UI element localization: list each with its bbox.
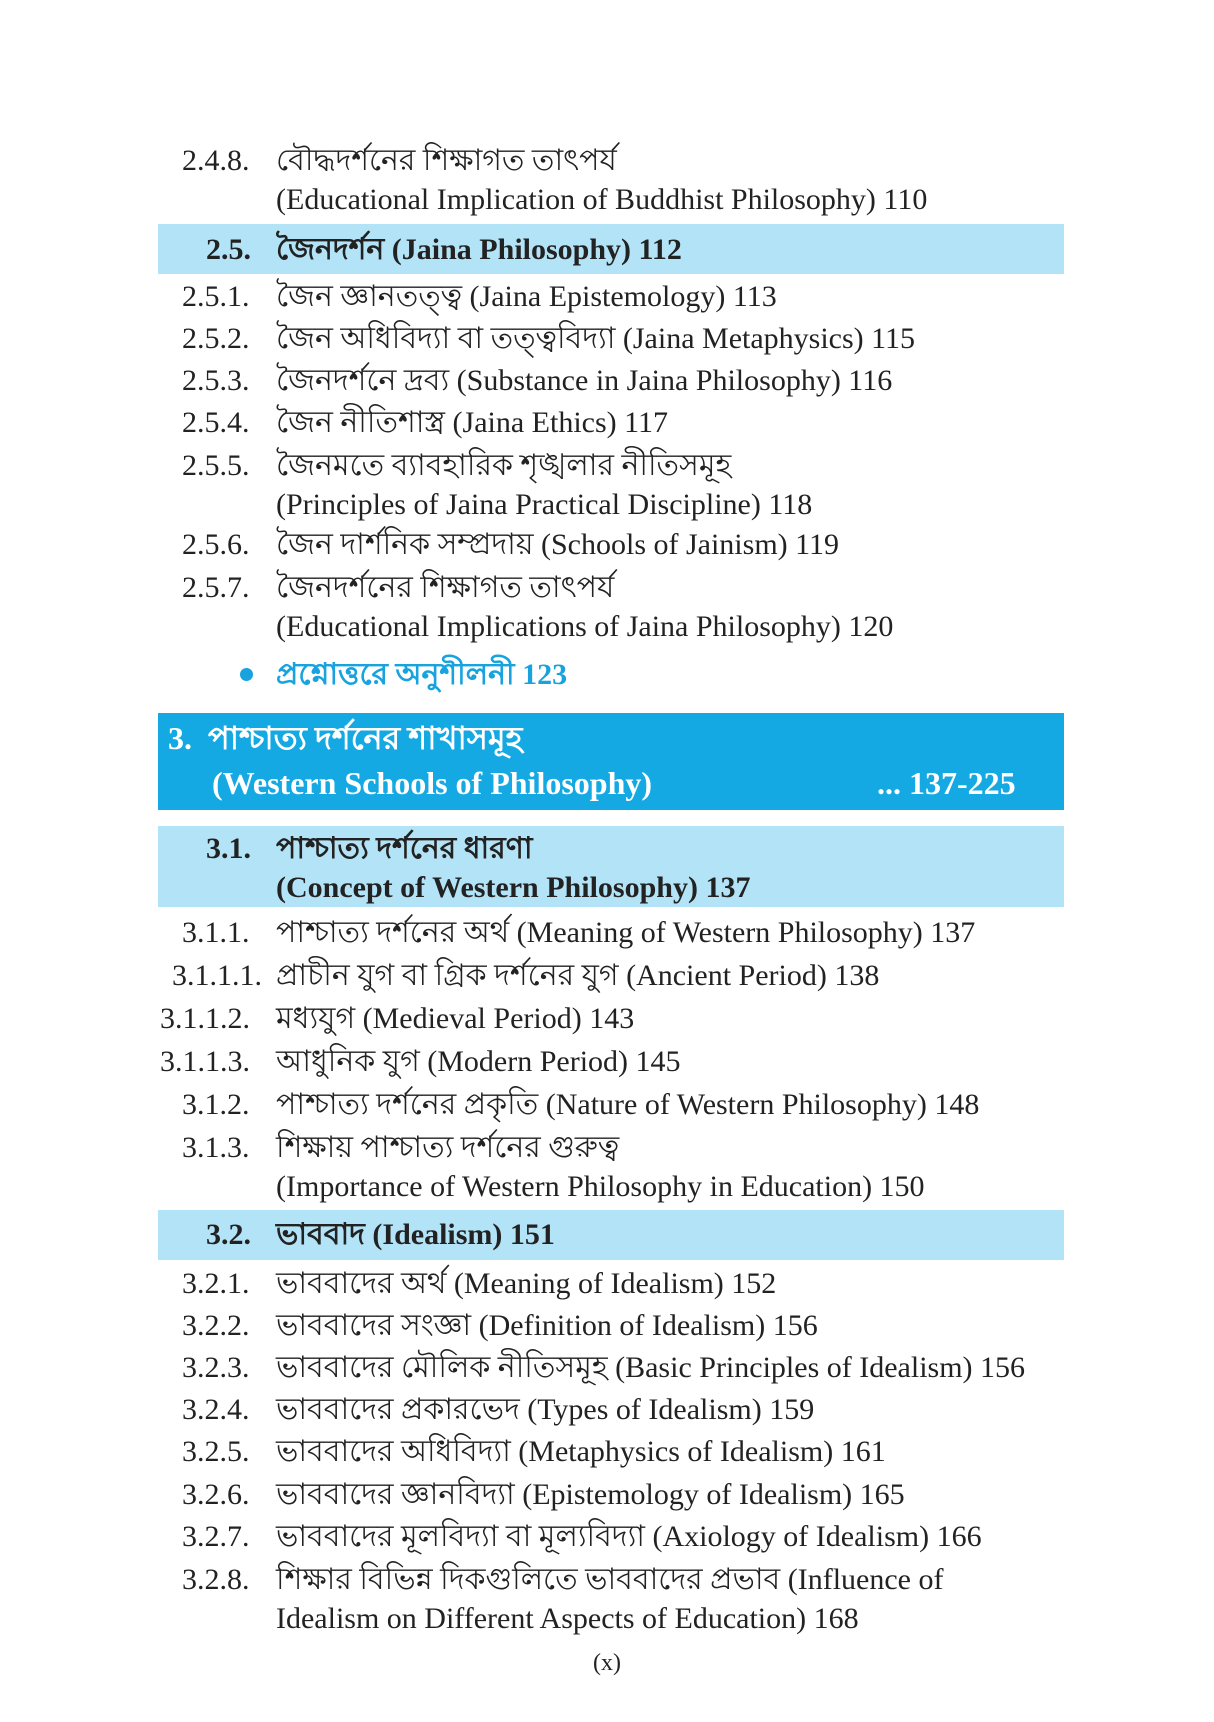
entry-title: জৈন জ্ঞানতত্ত্ব (Jaina Epistemology) 113 [276, 280, 777, 313]
toc-entry [158, 141, 1058, 216]
entry-number: 2.5.2. [182, 322, 250, 355]
entry-number: 3.2.5. [182, 1435, 250, 1468]
chapter-band [158, 713, 1064, 810]
entry-number: 2.4.8. [182, 144, 250, 177]
entry-number: 3.2.6. [182, 1478, 250, 1511]
entry-title: ভাববাদের সংজ্ঞা (Definition of Idealism) 156 [276, 1309, 818, 1342]
entry-number: 3.2.3. [182, 1351, 250, 1384]
toc-entry [158, 913, 1058, 953]
toc-entry [158, 1085, 1058, 1125]
entry-title: জৈন নীতিশাস্ত্র (Jaina Ethics) 117 [276, 406, 669, 439]
entry-title-english: (Principles of Jaina Practical Discipline) 118 [276, 488, 813, 521]
entry-title: জৈন অধিবিদ্যা বা তত্ত্ববিদ্যা (Jaina Metaphysics) 115 [276, 322, 916, 355]
toc-entry [158, 1560, 1058, 1635]
entry-title-english: Idealism on Different Aspects of Education) 168 [276, 1602, 859, 1635]
toc-entry [158, 1264, 1058, 1304]
section-heading [158, 1215, 1058, 1255]
toc-entry [158, 1128, 1058, 1203]
toc-entry [158, 277, 1058, 317]
entry-number: 2.5. [206, 233, 251, 266]
entry-title: পাশ্চাত্য দর্শনের প্রকৃতি (Nature of Western Philosophy) 148 [276, 1088, 980, 1121]
toc-entry [158, 525, 1058, 565]
entry-title: পাশ্চাত্য দর্শনের অর্থ (Meaning of Western Philosophy) 137 [276, 916, 976, 949]
entry-title: ভাববাদের অর্থ (Meaning of Idealism) 152 [276, 1267, 777, 1300]
entry-title-english: (Concept of Western Philosophy) 137 [276, 871, 751, 904]
entry-number: 3.2. [206, 1218, 251, 1251]
entry-title: মধ্যযুগ (Medieval Period) 143 [276, 1002, 635, 1035]
toc-entry [158, 446, 1058, 521]
entry-title: জৈনদর্শনে দ্রব্য (Substance in Jaina Philosophy) 116 [276, 364, 893, 397]
toc-entry [158, 999, 1058, 1039]
entry-number: 3.2.4. [182, 1393, 250, 1426]
toc-entry [158, 568, 1058, 643]
chapter-title-english: (Western Schools of Philosophy) [212, 765, 653, 801]
toc-entry [158, 956, 1058, 996]
entry-number: 3.1.1.2. [160, 1002, 250, 1035]
entry-title: ভাববাদের মূলবিদ্যা বা মূল্যবিদ্যা (Axiology of Idealism) 166 [276, 1520, 982, 1553]
entry-title: জৈনমতে ব্যাবহারিক শৃঙ্খলার নীতিসমূহ [276, 449, 732, 482]
toc-entry [158, 361, 1058, 401]
entry-number: 3.1.2. [182, 1088, 250, 1121]
entry-number: 3.1. [206, 832, 251, 865]
entry-number: 3.1.3. [182, 1131, 250, 1164]
entry-title-english: (Educational Implications of Jaina Philosophy) 120 [276, 610, 894, 643]
entry-title: ভাববাদের মৌলিক নীতিসমূহ (Basic Principles of Idealism) 156 [276, 1351, 1026, 1384]
entry-title: জৈনদর্শন (Jaina Philosophy) 112 [276, 233, 682, 266]
exercise-entry [158, 655, 1058, 695]
entry-number: 3.2.2. [182, 1309, 250, 1342]
entry-number: 2.5.3. [182, 364, 250, 397]
page-number: (x) [593, 1650, 621, 1676]
toc-entry [158, 1475, 1058, 1515]
entry-number: 2.5.1. [182, 280, 250, 313]
entry-title: জৈন দার্শনিক সম্প্রদায় (Schools of Jainism) 119 [276, 528, 840, 561]
chapter-title: পাশ্চাত্য দর্শনের শাখাসমূহ [208, 720, 523, 756]
bullet-icon [240, 668, 253, 681]
toc-entry [158, 1306, 1058, 1346]
entry-title: বৌদ্ধদর্শনের শিক্ষাগত তাৎপর্য [276, 144, 617, 177]
toc-entry [158, 403, 1058, 443]
entry-title: শিক্ষায় পাশ্চাত্য দর্শনের গুরুত্ব [276, 1131, 620, 1164]
entry-number: 3.1.1.1. [172, 959, 262, 992]
entry-title: পাশ্চাত্য দর্শনের ধারণা [276, 832, 533, 865]
entry-title: ভাববাদের প্রকারভেদ (Types of Idealism) 159 [276, 1393, 815, 1426]
toc-entry [158, 1432, 1058, 1472]
toc-entry [158, 319, 1058, 359]
chapter-number: 3. [168, 720, 192, 756]
entry-number: 3.2.8. [182, 1563, 250, 1596]
entry-number: 3.1.1.3. [160, 1045, 250, 1078]
toc-entry [158, 1517, 1058, 1557]
section-heading [158, 230, 1058, 270]
entry-title: ভাববাদের জ্ঞানবিদ্যা (Epistemology of Idealism) 165 [276, 1478, 905, 1511]
entry-title: শিক্ষার বিভিন্ন দিকগুলিতে ভাববাদের প্রভাব (Influence of [276, 1563, 944, 1596]
entry-title-english: (Importance of Western Philosophy in Education) 150 [276, 1170, 925, 1203]
entry-title: প্রাচীন যুগ বা গ্রিক দর্শনের যুগ (Ancient Period) 138 [276, 959, 880, 992]
entry-number: 2.5.7. [182, 571, 250, 604]
toc-entry [158, 1390, 1058, 1430]
entry-title-english: (Educational Implication of Buddhist Philosophy) 110 [276, 183, 928, 216]
entry-number: 3.2.7. [182, 1520, 250, 1553]
entry-number: 2.5.5. [182, 449, 250, 482]
section-heading [158, 829, 1058, 904]
entry-title: ভাববাদ (Idealism) 151 [276, 1218, 555, 1251]
entry-title: প্রশ্নোত্তরে অনুশীলনী 123 [276, 658, 568, 691]
entry-number: 2.5.6. [182, 528, 250, 561]
entry-title: আধুনিক যুগ (Modern Period) 145 [276, 1045, 681, 1078]
chapter-pages: ... 137-225 [877, 765, 1016, 801]
toc-entry [158, 1348, 1058, 1388]
toc-entry [158, 1042, 1058, 1082]
entry-number: 2.5.4. [182, 406, 250, 439]
entry-title: ভাববাদের অধিবিদ্যা (Metaphysics of Idealism) 161 [276, 1435, 886, 1468]
entry-number: 3.2.1. [182, 1267, 250, 1300]
entry-number: 3.1.1. [182, 916, 250, 949]
entry-title: জৈনদর্শনের শিক্ষাগত তাৎপর্য [276, 571, 615, 604]
